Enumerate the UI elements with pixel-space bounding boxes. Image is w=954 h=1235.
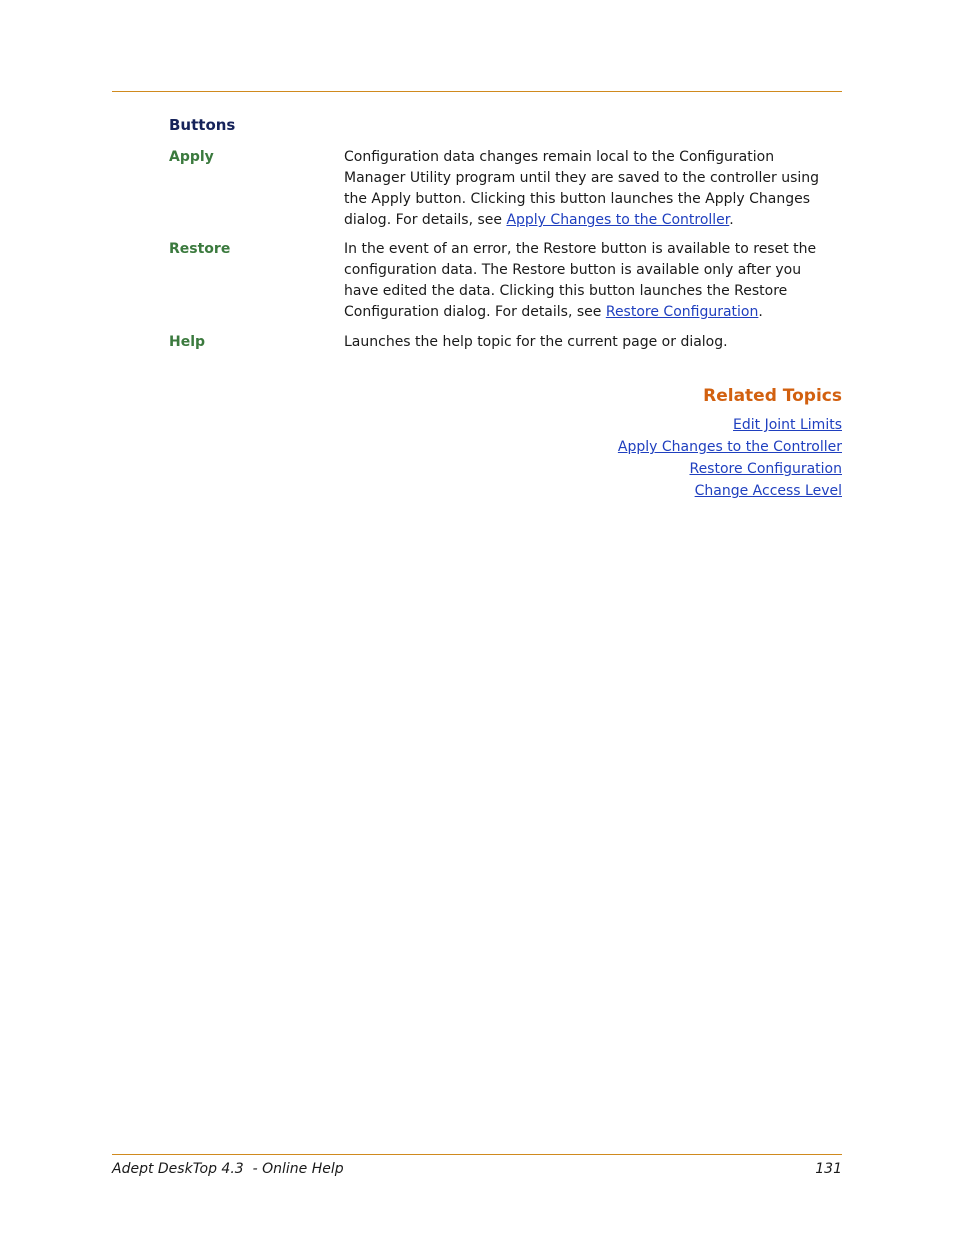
restore-configuration-related-link[interactable]: Restore Configuration	[689, 461, 842, 477]
apply-button-description	[344, 147, 824, 231]
help-description-text: Launches the help topic for the current page or dialog.	[344, 334, 728, 350]
edit-joint-limits-link[interactable]: Edit Joint Limits	[733, 417, 842, 433]
restore-description-end: .	[758, 304, 763, 320]
apply-changes-link[interactable]: Apply Changes to the Controller	[506, 212, 730, 228]
related-topic-item	[618, 414, 842, 436]
footer-title: Adept DeskTop 4.3 - Online Help	[112, 1161, 344, 1177]
related-topics-title: Related Topics	[703, 386, 842, 406]
related-topics-list	[618, 414, 842, 502]
change-access-level-link[interactable]: Change Access Level	[694, 483, 842, 499]
apply-button-term: Apply	[169, 149, 214, 165]
restore-button-term: Restore	[169, 241, 231, 257]
apply-changes-to-controller-link[interactable]: Apply Changes to the Controller	[617, 439, 842, 455]
footer-rule	[112, 1154, 842, 1155]
page-number: 131	[815, 1161, 842, 1177]
related-topic-item	[618, 436, 842, 458]
related-topic-item	[618, 458, 842, 480]
related-topic-item	[618, 480, 842, 502]
apply-description-text: Configuration data changes remain local to the Configuration Manager Utility program until they are saved to the controller using the Apply button. Clicking this button launches the Apply Changes dialog. For details, see	[344, 149, 820, 228]
restore-button-description	[344, 239, 824, 323]
header-rule	[112, 91, 842, 92]
related-topics	[618, 384, 842, 502]
help-button-description	[344, 332, 824, 353]
apply-description-end: .	[729, 212, 734, 228]
restore-configuration-link[interactable]: Restore Configuration	[605, 304, 759, 320]
section-title: Buttons	[169, 116, 236, 134]
restore-description-text: In the event of an error, the Restore button is available to reset the configuration data. The Restore button is available only after you have edited the data. Clicking this button launches the Restore Configuration dialog. For details, see	[344, 241, 817, 320]
help-button-term: Help	[169, 334, 206, 350]
